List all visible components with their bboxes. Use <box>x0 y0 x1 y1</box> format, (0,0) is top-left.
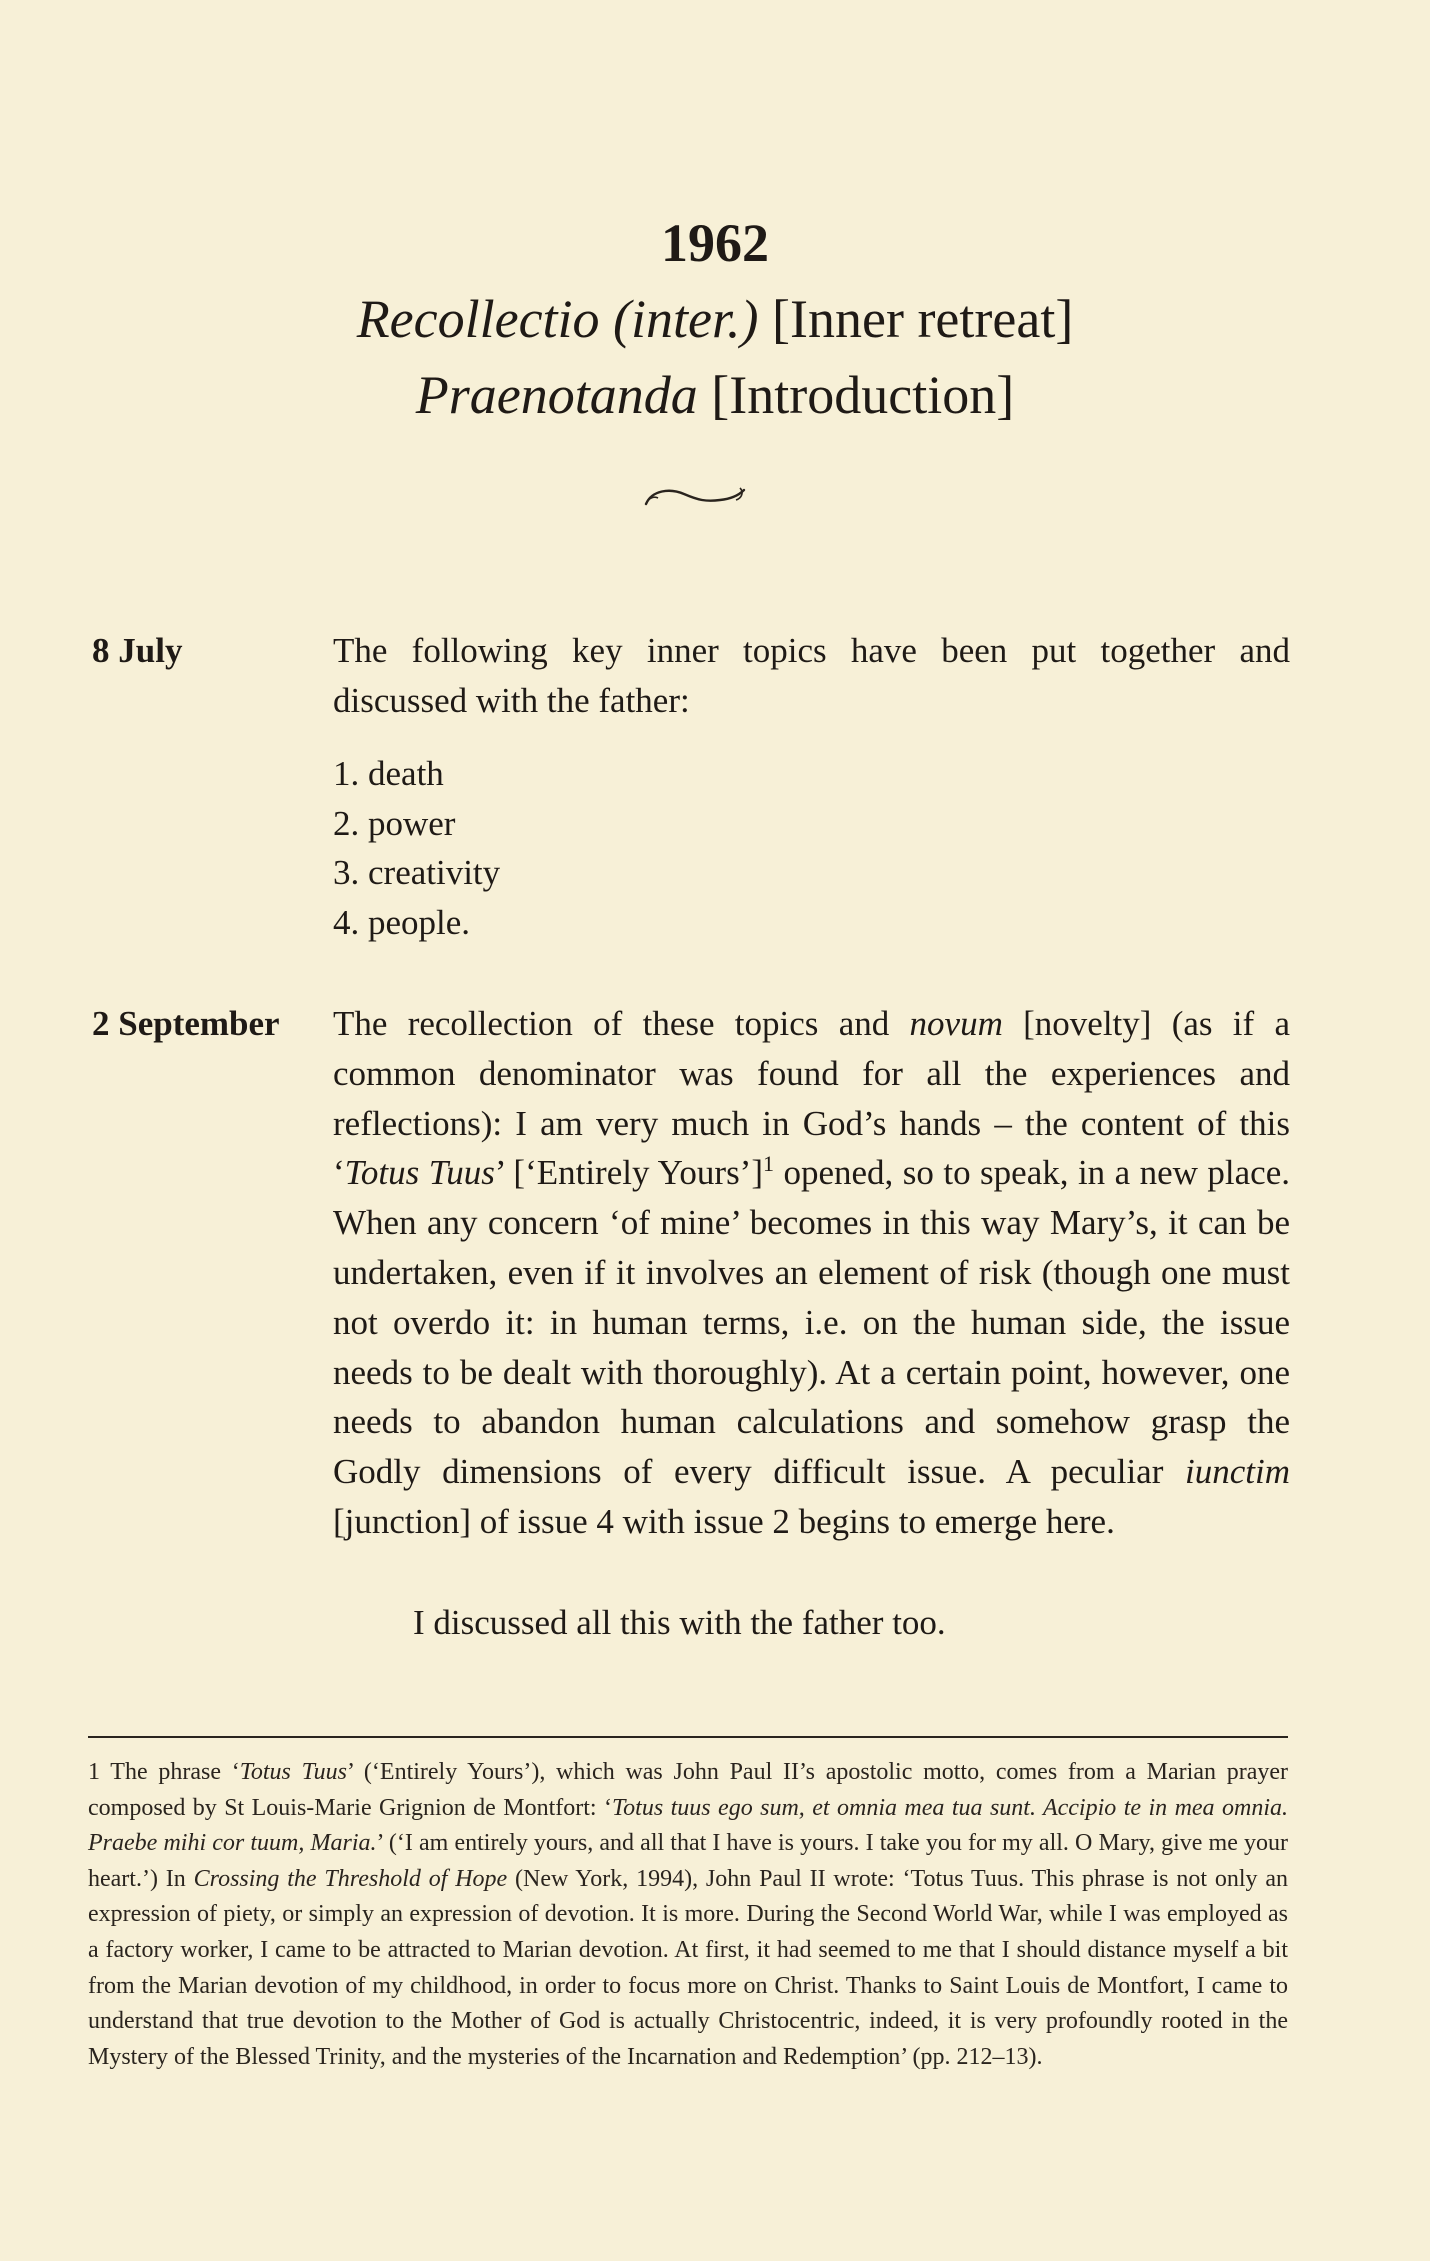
entry-date-september: 2 September <box>92 1004 280 1043</box>
term-iunctim: iunctim <box>1185 1452 1290 1492</box>
footnote <box>88 1755 1288 2075</box>
title-translation-introduction: [Introduction] <box>697 365 1015 425</box>
footnote-number: 1 <box>88 1759 100 1785</box>
list-item: 3. creativity <box>333 853 501 892</box>
latin-prayer: Totus tuus ego sum, et omnia mea tua sunt. Accipio te in mea omnia. Praebe mihi cor tuum, Maria. <box>88 1794 1288 1857</box>
text-run: (New York, 1994), John Paul II wrote: ‘Totus Tuus. This phrase is not only an expression of piety, or simply an expression of devotion. It is more. During the Second World War, while I was employed as a factory worker, I came to be attracted to Marian devotion. At first, it had seemed to me that I should distance myself a bit from the Marian devotion of my childhood, in order to focus more on Christ. Thanks to Saint Louis de Montfort, I came to understand that true devotion to the Mother of God is actually Christocentric, indeed, it is very profoundly rooted in the Mystery of the Blessed Trinity, and the mysteries of the Incarnation and Redemption’ (pp. 212–13). <box>88 1865 1288 2070</box>
footnote-ref: 1 <box>763 1151 774 1177</box>
list-item: 1. death <box>333 754 444 793</box>
term-novum: novum <box>909 1004 1003 1043</box>
text-run: The phrase ‘ <box>100 1759 240 1785</box>
footnote-divider <box>88 1736 1288 1738</box>
text-run: [junction] of issue 4 with issue 2 begins to emerge here. <box>333 1501 1115 1541</box>
entry-text-september <box>333 999 1290 1547</box>
entry-text-september-closing <box>333 1598 1290 1648</box>
flourish-ornament-icon <box>640 482 750 512</box>
entry-date-july: 8 July <box>92 631 183 670</box>
text-run: ’ [‘Entirely Yours’] <box>494 1153 763 1193</box>
text-run: [novelty] (as if a common denominator was found for all the experiences and reflections): I am very much in God’s hands – the content of this ‘ <box>333 1004 1290 1193</box>
title-line-praenotanda <box>0 360 1430 430</box>
text-run: ’ (‘Entirely Yours’), which was John Paul II’s apostolic motto, comes from a Marian prayer composed by St Louis-Marie Grignion de Montfort: ‘ <box>88 1759 1289 1821</box>
list-item: 4. people. <box>333 902 471 942</box>
text-run: opened, so to speak, in a new place. When any concern ‘of mine’ becomes in this way Mary’s, it can be undertaken, even if it involves an element of risk (though one must not overdo it: in human terms, i.e. on the human side, the issue needs to be dealt with thoroughly). At a certain point, however, one needs to abandon human calculations and somehow grasp the Godly dimensions of every difficult issue. A peculiar <box>333 1153 1290 1492</box>
term-totus-tuus: Totus Tuus <box>344 1153 495 1193</box>
text-run: ’ (‘I am entirely yours, and all that I have is yours. I take you for my all. O Mary, give me your heart.’) In <box>88 1830 1289 1892</box>
text-run: The recollection of these topics and <box>333 1004 910 1043</box>
title-line-recollectio <box>0 284 1430 354</box>
topics-list <box>333 749 500 947</box>
text-run: I discussed all this with the father too. <box>413 1603 946 1642</box>
term-totus-tuus: Totus Tuus <box>239 1759 347 1785</box>
list-item: 2. power <box>333 803 456 843</box>
title-latin-recollectio: Recollectio (inter.) <box>356 289 759 349</box>
page-title-year: 1962 <box>661 213 769 273</box>
title-translation-inner-retreat: [Inner retreat] <box>758 289 1074 349</box>
book-title: Crossing the Threshold of Hope <box>193 1865 508 1892</box>
title-latin-praenotanda: Praenotanda <box>415 365 698 425</box>
entry-text-july: The following key inner topics have been put together and discussed with the father: <box>333 631 1290 720</box>
